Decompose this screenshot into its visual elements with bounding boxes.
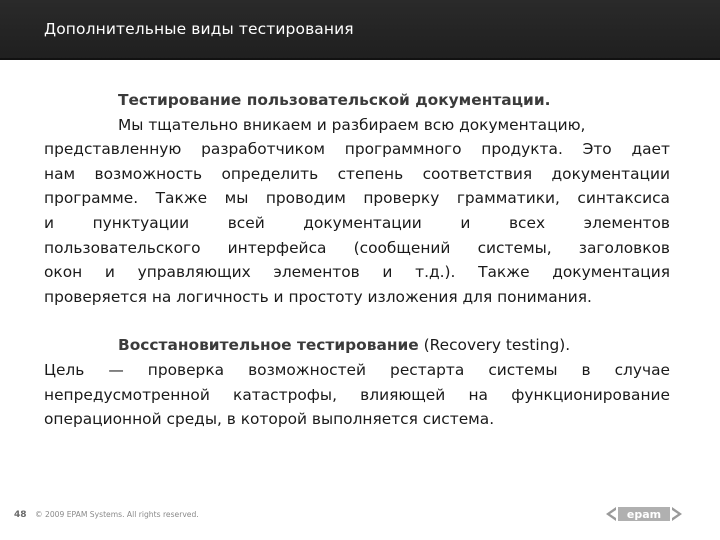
paragraph-gap [44, 309, 670, 333]
slide-title-bar [0, 0, 720, 60]
paragraph-line: программе. Также мы проводим проверку грамматики, синтаксиса [44, 189, 670, 208]
logo-text: epam [626, 508, 662, 521]
epam-logo-icon [604, 504, 684, 524]
slide-content [44, 88, 670, 432]
epam-logo [604, 504, 684, 524]
paragraph-line: непредусмотренной катастрофы, влияющей на функционирование [44, 385, 670, 404]
recovery-heading-rest: (Recovery testing). [418, 336, 571, 355]
paragraph-line: окон и управляющих элементов и т.д.). Также документация [44, 263, 670, 282]
section-heading-documentation: Тестирование пользовательской документации. [118, 91, 551, 109]
paragraph-line: представленную разработчиком программного продукта. Это дает [44, 140, 670, 159]
paragraph-line: пользовательского интерфейса (сообщений системы, заголовков [44, 238, 670, 257]
paragraph-line: и пунктуации всей документации и всех элементов [44, 213, 670, 232]
recovery-heading-bold: Восстановительное тестирование [118, 336, 419, 355]
slide-footer [0, 500, 720, 540]
slide-title: Дополнительные виды тестирования [44, 20, 354, 38]
page-number: 48 [14, 510, 27, 520]
paragraph-line: Мы тщательно вникаем и разбираем всю документацию, [118, 115, 586, 134]
paragraph-line: проверяется на логичность и простоту изложения для понимания. [44, 287, 592, 306]
paragraph-line: операционной среды, в которой выполняется система. [44, 410, 495, 429]
section-heading-recovery [44, 333, 670, 358]
copyright-text: © 2009 EPAM Systems. All rights reserved. [35, 510, 199, 519]
paragraph-line: Цель — проверка возможностей рестарта системы в случае [44, 360, 670, 379]
paragraph-line: нам возможность определить степень соответствия документации [44, 164, 670, 183]
